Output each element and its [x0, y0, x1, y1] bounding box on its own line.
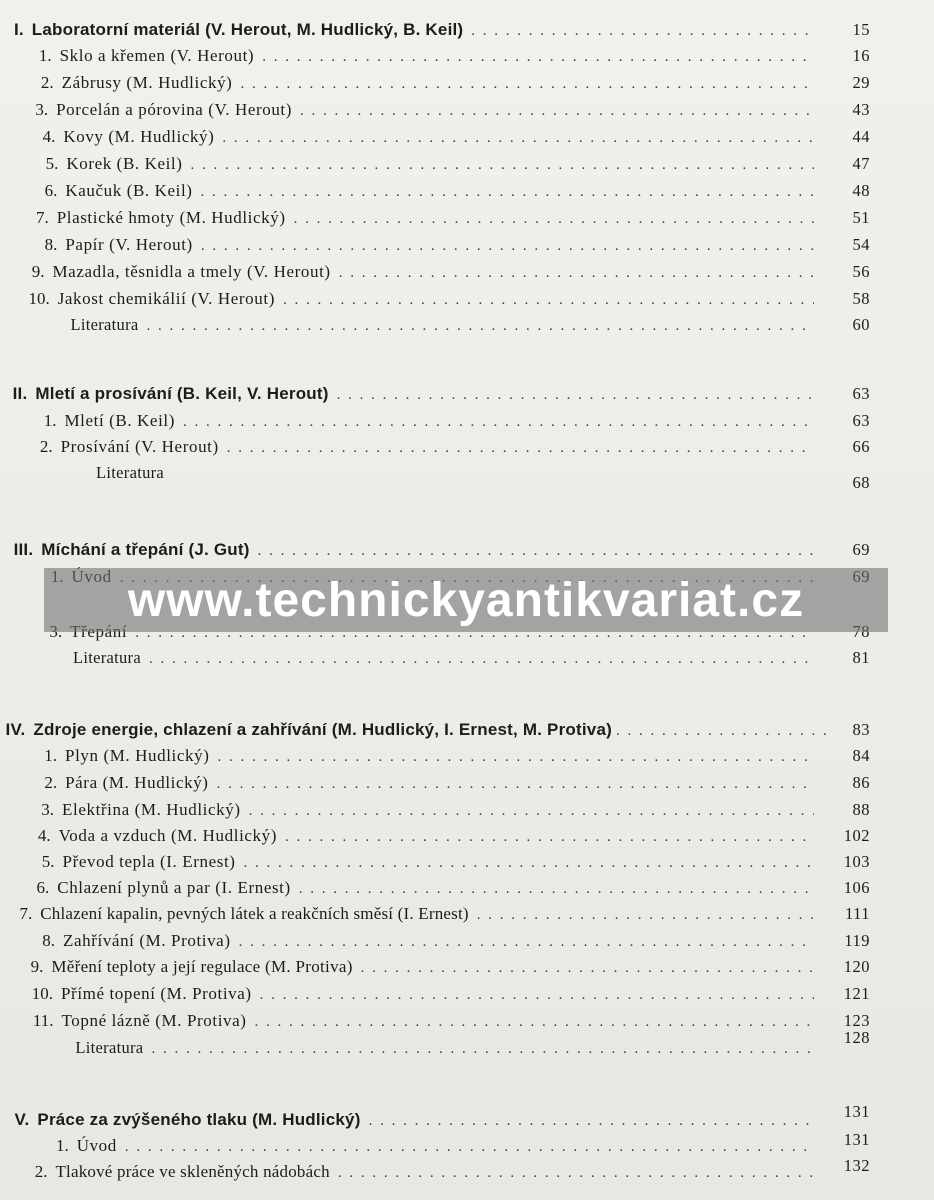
- toc-entry: [0, 1011, 934, 1037]
- dot-leader: [339, 265, 814, 282]
- toc-entry: [0, 262, 934, 288]
- entry-title: Tlakové práce ve skleněných nádobách: [55, 1162, 330, 1181]
- dot-leader: [477, 907, 814, 924]
- toc-entry: [0, 127, 934, 153]
- entry-number: 2.: [39, 437, 53, 456]
- dot-leader: [300, 103, 814, 120]
- entry-number: 4.: [42, 127, 56, 146]
- page-number: 86: [852, 773, 870, 792]
- page-number: 119: [844, 931, 870, 950]
- dot-leader: [217, 776, 814, 793]
- toc-entry: [0, 411, 934, 437]
- entry-number: 8.: [44, 235, 58, 254]
- entry-title: Kaučuk (B. Keil): [65, 181, 193, 200]
- page-number: 128: [843, 1028, 870, 1047]
- entry-number: 3.: [35, 100, 49, 119]
- page-number: 102: [843, 826, 870, 845]
- entry-number: 10.: [31, 984, 53, 1003]
- page-number: 60: [852, 315, 870, 334]
- entry-number: 3.: [41, 800, 55, 819]
- dot-leader: [260, 987, 814, 1004]
- page-number: 15: [852, 20, 870, 39]
- toc-entry-literature: [0, 648, 934, 674]
- entry-number: 6.: [44, 181, 58, 200]
- toc-entry: [0, 154, 934, 180]
- entry-title: Měření teploty a její regulace (M. Protiva): [51, 957, 353, 976]
- page-number: 131: [843, 1102, 870, 1121]
- toc-entry: [0, 235, 934, 261]
- section-number: III.: [13, 540, 34, 559]
- page-number: 54: [852, 235, 870, 254]
- toc-entry: [0, 46, 934, 72]
- section-heading: [0, 720, 934, 746]
- toc-entry: [0, 208, 934, 234]
- entry-number: 6.: [36, 878, 50, 897]
- dot-leader: [201, 238, 814, 255]
- toc-entry: [0, 904, 934, 930]
- page-number: 83: [852, 720, 870, 739]
- entry-number: 1.: [44, 746, 58, 765]
- dot-leader: [294, 211, 814, 228]
- section-title: Zdroje energie, chlazení a zahřívání (M. Hudlický, I. Ernest, M. Protiva): [33, 720, 612, 739]
- section-number: II.: [12, 384, 28, 403]
- entry-number: 1.: [43, 411, 57, 430]
- section-heading: [0, 1102, 934, 1136]
- dot-leader: [471, 23, 814, 40]
- dot-leader: [244, 855, 814, 872]
- dot-leader: [227, 440, 814, 457]
- toc-entry: [0, 1130, 934, 1162]
- entry-title: Jakost chemikálií (V. Herout): [57, 289, 275, 308]
- entry-title: Úvod: [76, 1136, 117, 1155]
- entry-title: Chlazení kapalin, pevných látek a reakčních směsí (I. Ernest): [40, 904, 469, 923]
- watermark-text: www.technickyantikvariat.cz: [127, 573, 805, 627]
- entry-title: Literatura: [96, 463, 165, 482]
- entry-title: Kovy (M. Hudlický): [63, 127, 215, 146]
- entry-title: Pára (M. Hudlický): [65, 773, 209, 792]
- page-number: 44: [852, 127, 870, 146]
- entry-number: 5.: [41, 852, 55, 871]
- page-number: 120: [843, 957, 870, 976]
- page-number: 131: [843, 1130, 870, 1149]
- entry-number: 7.: [35, 208, 49, 227]
- entry-title: Voda a vzduch (M. Hudlický): [58, 826, 278, 845]
- dot-leader: [616, 723, 826, 740]
- toc-entry: [0, 181, 934, 207]
- entry-title: Korek (B. Keil): [66, 154, 183, 173]
- toc-entry: [0, 73, 934, 99]
- section-title: Míchání a třepání (J. Gut): [41, 540, 250, 559]
- page-number: 66: [852, 437, 870, 456]
- entry-title: Zahřívání (M. Protiva): [63, 931, 231, 950]
- section-title: Laboratorní materiál (V. Herout, M. Hudlický, B. Keil): [31, 20, 464, 39]
- toc-entry-literature: [0, 315, 934, 341]
- section-number: I.: [13, 20, 24, 39]
- page-number: 111: [844, 904, 870, 923]
- entry-title: Mazadla, těsnidla a tmely (V. Herout): [52, 262, 331, 281]
- entry-number: 9.: [30, 957, 44, 976]
- dot-leader: [283, 292, 814, 309]
- entry-title: Sklo a křemen (V. Herout): [59, 46, 255, 65]
- page-number: 51: [852, 208, 870, 227]
- entry-title: Chlazení plynů a par (I. Ernest): [57, 878, 291, 897]
- page-number: 88: [852, 800, 870, 819]
- dot-leader: [249, 803, 814, 820]
- entry-number: 8.: [42, 931, 56, 950]
- dot-leader: [299, 881, 814, 898]
- dot-leader: [361, 960, 814, 977]
- dot-leader: [222, 130, 814, 147]
- page-number: 123: [843, 1011, 870, 1030]
- section-number: V.: [14, 1110, 30, 1129]
- entry-number: 5.: [45, 154, 59, 173]
- page-number: 43: [852, 100, 870, 119]
- entry-number: 11.: [32, 1011, 54, 1030]
- page-number: 63: [852, 411, 870, 430]
- entry-number: 9.: [31, 262, 45, 281]
- dot-leader: [125, 1139, 814, 1156]
- page-number: 121: [843, 984, 870, 1003]
- page-number: 16: [852, 46, 870, 65]
- dot-leader: [201, 184, 814, 201]
- page-number: 68: [852, 473, 870, 492]
- toc-entry: [0, 437, 934, 463]
- page-number: 58: [852, 289, 870, 308]
- section-heading: [0, 540, 934, 566]
- entry-title: Zábrusy (M. Hudlický): [61, 73, 233, 92]
- dot-leader: [217, 749, 814, 766]
- dot-leader: [240, 76, 814, 93]
- entry-number: 10.: [28, 289, 50, 308]
- toc-entry: [0, 957, 934, 983]
- entry-title: Plyn (M. Hudlický): [65, 746, 210, 765]
- section-title: Práce za zvýšeného tlaku (M. Hudlický): [37, 1110, 361, 1129]
- entry-title: Prosívání (V. Herout): [60, 437, 219, 456]
- dot-leader: [262, 49, 814, 66]
- toc-entry: [0, 826, 934, 852]
- section-number: IV.: [5, 720, 26, 739]
- entry-title: Literatura: [75, 1038, 144, 1057]
- page-number: 69: [852, 540, 870, 559]
- page-number: 47: [852, 154, 870, 173]
- entry-title: Topné lázně (M. Protiva): [61, 1011, 247, 1030]
- toc-entry: [0, 100, 934, 126]
- entry-title: Papír (V. Herout): [65, 235, 193, 254]
- toc-entry: [0, 852, 934, 878]
- entry-title: Přímé topení (M. Protiva): [61, 984, 252, 1003]
- toc-entry: [0, 984, 934, 1010]
- entry-number: 4.: [37, 826, 51, 845]
- entry-title: Porcelán a pórovina (V. Herout): [56, 100, 293, 119]
- entry-number: 7.: [19, 904, 33, 923]
- page-number: 132: [843, 1156, 870, 1175]
- page-number: 56: [852, 262, 870, 281]
- page-number: 48: [852, 181, 870, 200]
- dot-leader: [149, 651, 814, 668]
- dot-leader: [369, 1113, 814, 1130]
- toc-entry: [0, 1156, 934, 1188]
- dot-leader: [258, 543, 814, 560]
- dot-leader: [285, 829, 814, 846]
- section-heading: [0, 20, 934, 46]
- page-number: 63: [852, 384, 870, 403]
- toc-entry: [0, 878, 934, 904]
- page-number: 29: [852, 73, 870, 92]
- dot-leader: [255, 1014, 814, 1031]
- toc-entry: [0, 800, 934, 826]
- toc-entry: [0, 746, 934, 772]
- dot-leader: [151, 1041, 814, 1058]
- entry-title: Literatura: [72, 648, 141, 667]
- entry-number: 2.: [44, 773, 58, 792]
- page-number: 103: [843, 852, 870, 871]
- dot-leader: [191, 157, 814, 174]
- entry-number: 1.: [55, 1136, 69, 1155]
- toc-entry-literature: [0, 1028, 934, 1064]
- section-heading: [0, 384, 934, 410]
- entry-title: Mletí (B. Keil): [64, 411, 175, 430]
- page-number: 106: [843, 878, 870, 897]
- dot-leader: [183, 414, 814, 431]
- page-number: 81: [852, 648, 870, 667]
- toc-entry: [0, 289, 934, 315]
- entry-number: 2.: [40, 73, 54, 92]
- dot-leader: [239, 934, 814, 951]
- page-number: 84: [852, 746, 870, 765]
- section-title: Mletí a prosívání (B. Keil, V. Herout): [35, 384, 329, 403]
- dot-leader: [337, 387, 814, 404]
- entry-number: 1.: [38, 46, 52, 65]
- dot-leader: [147, 318, 815, 335]
- dot-leader: [338, 1165, 814, 1182]
- entry-title: Elektřina (M. Hudlický): [62, 800, 241, 819]
- entry-number: 2.: [34, 1162, 48, 1181]
- entry-title: Plastické hmoty (M. Hudlický): [56, 208, 286, 227]
- entry-title: Převod tepla (I. Ernest): [62, 852, 236, 871]
- toc-entry-literature: [0, 463, 934, 492]
- toc-entry: [0, 773, 934, 799]
- toc-entry: [0, 931, 934, 957]
- entry-title: Literatura: [70, 315, 139, 334]
